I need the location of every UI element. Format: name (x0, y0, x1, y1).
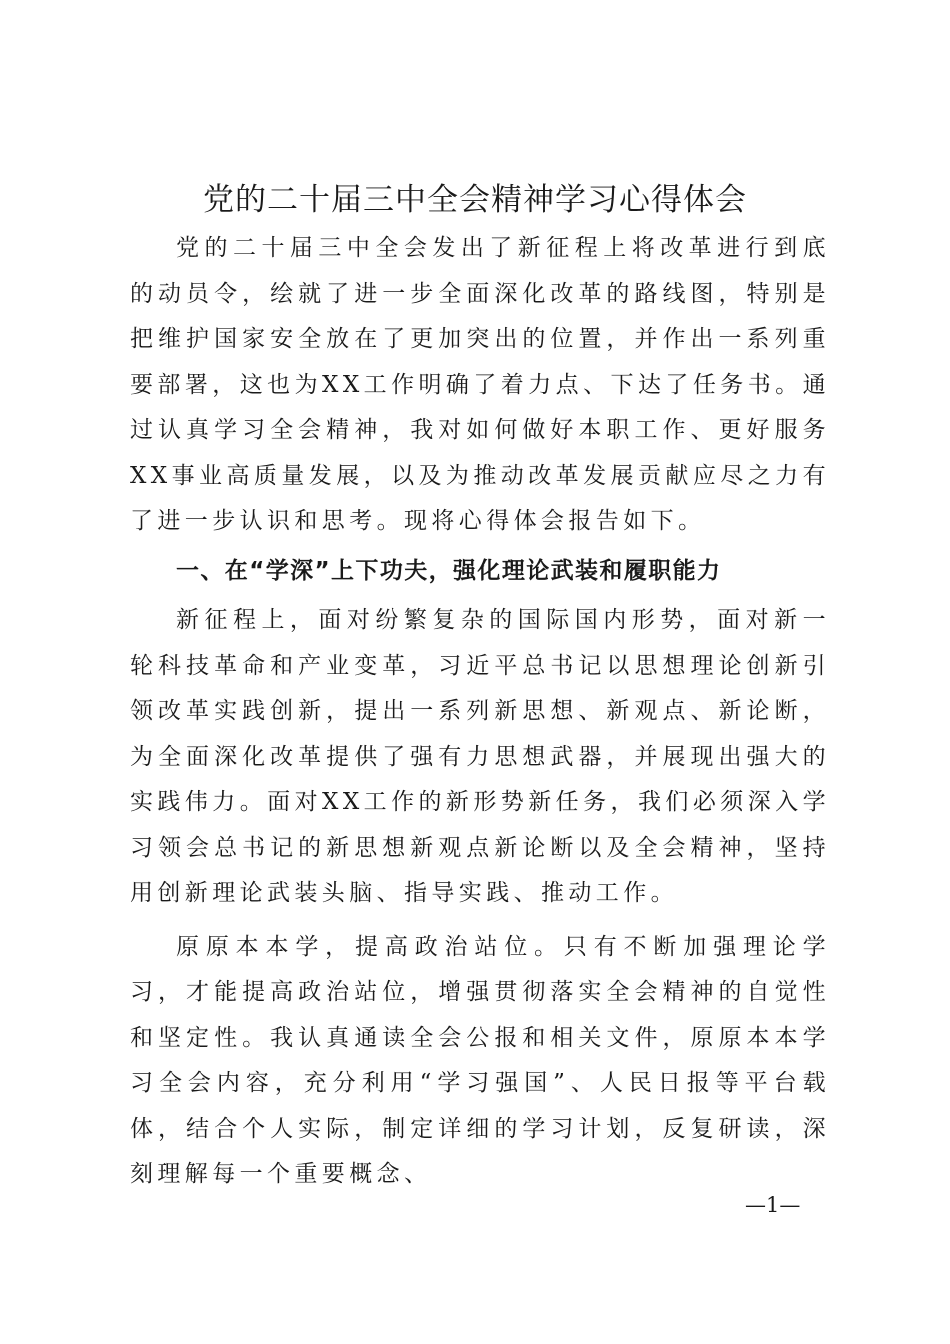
document-body (130, 226, 830, 1198)
document-title: 党的二十届三中全会精神学习心得体会 (203, 182, 747, 218)
paragraph-study: 原原本本学，提高政治站位。只有不断加强理论学习，才能提高政治站位，增强贯彻落实全会精神的自觉性和坚定性。我认真通读全会公报和相关文件，原原本本学习全会内容，充分利用“学习强国”、人民日报等平台载体，结合个人实际，制定详细的学习计划，反复研读，深刻理解每一个重要概念、 (130, 933, 830, 1187)
paragraph-section-1: 新征程上，面对纷繁复杂的国际国内形势，面对新一轮科技革命和产业变革，习近平总书记以思想理论创新引领改革实践创新，提出一系列新思想、新观点、新论断，为全面深化改革提供了强有力思想武器，并展现出强大的实践伟力。面对XX工作的新形势新任务，我们必须深入学习领会总书记的新思想新观点新论断以及全会精神，坚持用创新理论武装头脑、指导实践、推动工作。 (130, 607, 830, 906)
section-heading-1: 一、在“学深”上下功夫，强化理论武装和履职能力 (176, 557, 722, 584)
page-number: —1— (745, 1193, 801, 1217)
paragraph-intro: 党的二十届三中全会发出了新征程上将改革进行到底的动员令，绘就了进一步全面深化改革的路线图，特别是把维护国家安全放在了更加突出的位置，并作出一系列重要部署，这也为XX工作明确了着力点、下达了任务书。通过认真学习全会精神，我对如何做好本职工作、更好服务XX事业高质量发展，以及为推动改革发展贡献应尽之力有了进一步认识和思考。现将心得体会报告如下。 (130, 235, 830, 534)
